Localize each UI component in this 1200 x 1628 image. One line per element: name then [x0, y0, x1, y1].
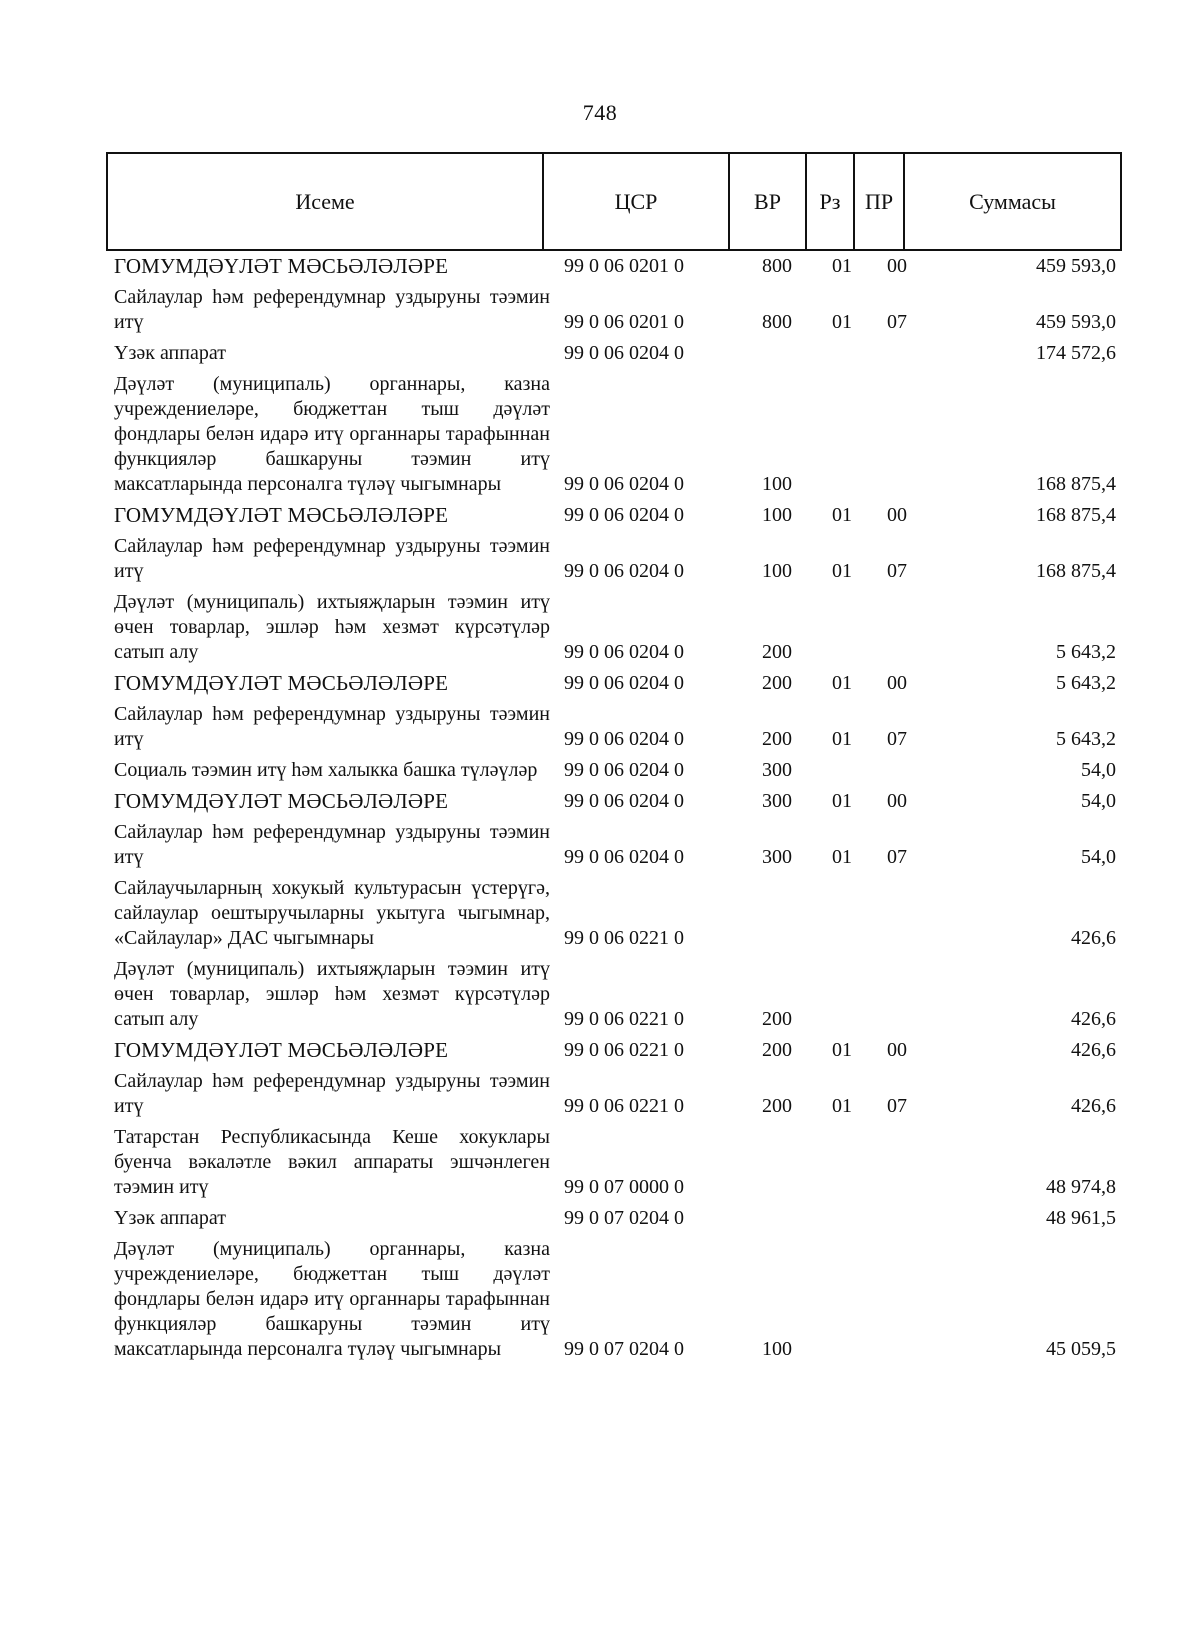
- row-vr: 200: [762, 672, 792, 694]
- row-sum: 54,0: [1081, 790, 1116, 812]
- row-vr: 300: [762, 759, 792, 781]
- table-body: [114, 254, 1116, 1368]
- row-sum: 45 059,5: [1046, 1338, 1116, 1360]
- row-csr: 99 0 07 0000 0: [564, 1176, 684, 1198]
- row-name: Сайлаулар һәм референдумнар уздыруны тәэмин итү: [114, 535, 550, 582]
- row-rz: 01: [832, 311, 852, 333]
- row-vr: 200: [762, 1039, 792, 1061]
- row-csr: 99 0 06 0204 0: [564, 728, 684, 750]
- row-name: ГОМУМДӘҮЛӘТ МӘСЬӘЛӘЛӘРЕ: [114, 503, 449, 527]
- table-row: [114, 1125, 1116, 1200]
- row-name: ГОМУМДӘҮЛӘТ МӘСЬӘЛӘЛӘРЕ: [114, 1038, 449, 1062]
- row-vr: 100: [762, 473, 792, 495]
- row-csr: 99 0 06 0204 0: [564, 504, 684, 526]
- table-row: [114, 1206, 1116, 1231]
- row-csr: 99 0 06 0221 0: [564, 1039, 684, 1061]
- table-row: [114, 590, 1116, 665]
- row-csr: 99 0 06 0204 0: [564, 560, 684, 582]
- row-name: ГОМУМДӘҮЛӘТ МӘСЬӘЛӘЛӘРЕ: [114, 789, 449, 813]
- row-csr: 99 0 06 0204 0: [564, 342, 684, 364]
- row-sum: 426,6: [1071, 1039, 1116, 1061]
- row-vr: 100: [762, 504, 792, 526]
- row-rz: 01: [832, 846, 852, 868]
- row-name: Сайлаулар һәм референдумнар уздыруны тәэмин итү: [114, 1070, 550, 1117]
- row-name: Дәүләт (муниципаль) органнары, казна учреждениеләре, бюджеттан тыш дәүләт фондлары белән идарә итү органнары тарафыннан функцияләр башкаруны тәэмин итү максатларында персоналга түләү чыгымнары: [114, 1238, 550, 1360]
- row-rz: 01: [832, 1095, 852, 1117]
- row-pr: 07: [887, 311, 907, 333]
- row-sum: 5 643,2: [1056, 672, 1116, 694]
- row-name: Сайлаулар һәм референдумнар уздыруны тәэмин итү: [114, 286, 550, 333]
- table-row: [114, 1237, 1116, 1362]
- row-csr: 99 0 06 0221 0: [564, 1008, 684, 1030]
- row-sum: 48 974,8: [1046, 1176, 1116, 1198]
- header-sum: Суммасы: [969, 188, 1056, 214]
- row-csr: 99 0 07 0204 0: [564, 1338, 684, 1360]
- row-sum: 426,6: [1071, 927, 1116, 949]
- row-csr: 99 0 06 0204 0: [564, 473, 684, 495]
- table-row: [114, 671, 1116, 696]
- row-csr: 99 0 06 0201 0: [564, 311, 684, 333]
- row-csr: 99 0 07 0204 0: [564, 1207, 684, 1229]
- row-pr: 00: [887, 790, 907, 812]
- row-pr: 00: [887, 504, 907, 526]
- table-row: [114, 820, 1116, 870]
- row-sum: 426,6: [1071, 1008, 1116, 1030]
- row-name: Дәүләт (муниципаль) ихтыяҗларын тәэмин итү өчен товарлар, эшләр һәм хезмәт күрсәтүләр сатып алу: [114, 958, 550, 1030]
- row-sum: 54,0: [1081, 759, 1116, 781]
- row-csr: 99 0 06 0221 0: [564, 927, 684, 949]
- row-csr: 99 0 06 0204 0: [564, 790, 684, 812]
- row-rz: 01: [832, 504, 852, 526]
- row-rz: 01: [832, 560, 852, 582]
- row-vr: 200: [762, 641, 792, 663]
- row-name: Дәүләт (муниципаль) ихтыяҗларын тәэмин итү өчен товарлар, эшләр һәм хезмәт күрсәтүләр сатып алу: [114, 591, 550, 663]
- row-vr: 200: [762, 728, 792, 750]
- row-sum: 459 593,0: [1036, 255, 1116, 277]
- row-csr: 99 0 06 0201 0: [564, 255, 684, 277]
- row-sum: 5 643,2: [1056, 641, 1116, 663]
- table-row: [114, 702, 1116, 752]
- header-vr: ВР: [730, 154, 807, 249]
- table-row: [114, 1038, 1116, 1063]
- row-rz: 01: [832, 1039, 852, 1061]
- header-pr: ПР: [855, 154, 905, 249]
- row-spacer: [114, 1362, 1116, 1368]
- row-name: ГОМУМДӘҮЛӘТ МӘСЬӘЛӘЛӘРЕ: [114, 671, 449, 695]
- page-number: 748: [582, 100, 618, 125]
- table-row: [114, 503, 1116, 528]
- row-vr: 200: [762, 1095, 792, 1117]
- table-row: [114, 789, 1116, 814]
- row-rz: 01: [832, 728, 852, 750]
- row-vr: 800: [762, 311, 792, 333]
- row-rz: 01: [832, 255, 852, 277]
- row-vr: 800: [762, 255, 792, 277]
- row-pr: 00: [887, 1039, 907, 1061]
- row-pr: 00: [887, 672, 907, 694]
- header-name: Исеме: [108, 154, 544, 249]
- header-rz: Рз: [807, 154, 855, 249]
- row-name: Татарстан Республикасында Кеше хокуклары буенча вәкаләтле вәкил аппараты эшчәнлеген тәэмин итү: [114, 1126, 550, 1198]
- row-sum: 48 961,5: [1046, 1207, 1116, 1229]
- row-pr: 07: [887, 728, 907, 750]
- table-row: [114, 372, 1116, 497]
- row-vr: 300: [762, 790, 792, 812]
- table-row: [114, 1069, 1116, 1119]
- row-vr: 200: [762, 1008, 792, 1030]
- row-sum: 5 643,2: [1056, 728, 1116, 750]
- row-sum: 54,0: [1081, 846, 1116, 868]
- row-name: ГОМУМДӘҮЛӘТ МӘСЬӘЛӘЛӘРЕ: [114, 254, 449, 278]
- table-row: [114, 341, 1116, 366]
- header-csr: ЦСР: [544, 154, 730, 249]
- table-row: [114, 285, 1116, 335]
- table-header: [106, 152, 1122, 251]
- row-name: Социаль тәэмин итү һәм халыкка башка түләүләр: [114, 759, 538, 781]
- row-name: Сайлаулар һәм референдумнар уздыруны тәэмин итү: [114, 821, 550, 868]
- row-pr: 07: [887, 560, 907, 582]
- row-name: Үзәк аппарат: [114, 342, 226, 364]
- table-row: [114, 254, 1116, 279]
- row-csr: 99 0 06 0204 0: [564, 641, 684, 663]
- row-csr: 99 0 06 0204 0: [564, 759, 684, 781]
- row-csr: 99 0 06 0204 0: [564, 846, 684, 868]
- row-pr: 00: [887, 255, 907, 277]
- row-rz: 01: [832, 790, 852, 812]
- row-pr: 07: [887, 846, 907, 868]
- row-name: Дәүләт (муниципаль) органнары, казна учреждениеләре, бюджеттан тыш дәүләт фондлары белән идарә итү органнары тарафыннан функцияләр башкаруны тәэмин итү максатларында персоналга түләү чыгымнары: [114, 373, 550, 495]
- row-sum: 168 875,4: [1036, 473, 1116, 495]
- row-name: Сайлаулар һәм референдумнар уздыруны тәэмин итү: [114, 703, 550, 750]
- row-vr: 100: [762, 1338, 792, 1360]
- row-vr: 100: [762, 560, 792, 582]
- row-rz: 01: [832, 672, 852, 694]
- row-pr: 07: [887, 1095, 907, 1117]
- row-name: Сайлаучыларның хокукый культурасын үстерүгә, сайлаулар оештыручыларны укытуга чыгымнар, «Сайлаулар» ДАС чыгымнары: [114, 877, 550, 949]
- table-row: [114, 957, 1116, 1032]
- table-row: [114, 534, 1116, 584]
- row-sum: 174 572,6: [1036, 342, 1116, 364]
- row-sum: 168 875,4: [1036, 504, 1116, 526]
- row-sum: 426,6: [1071, 1095, 1116, 1117]
- table-row: [114, 758, 1116, 783]
- table-row: [114, 876, 1116, 951]
- row-sum: 168 875,4: [1036, 560, 1116, 582]
- row-csr: 99 0 06 0221 0: [564, 1095, 684, 1117]
- row-sum: 459 593,0: [1036, 311, 1116, 333]
- row-name: Үзәк аппарат: [114, 1207, 226, 1229]
- row-csr: 99 0 06 0204 0: [564, 672, 684, 694]
- row-vr: 300: [762, 846, 792, 868]
